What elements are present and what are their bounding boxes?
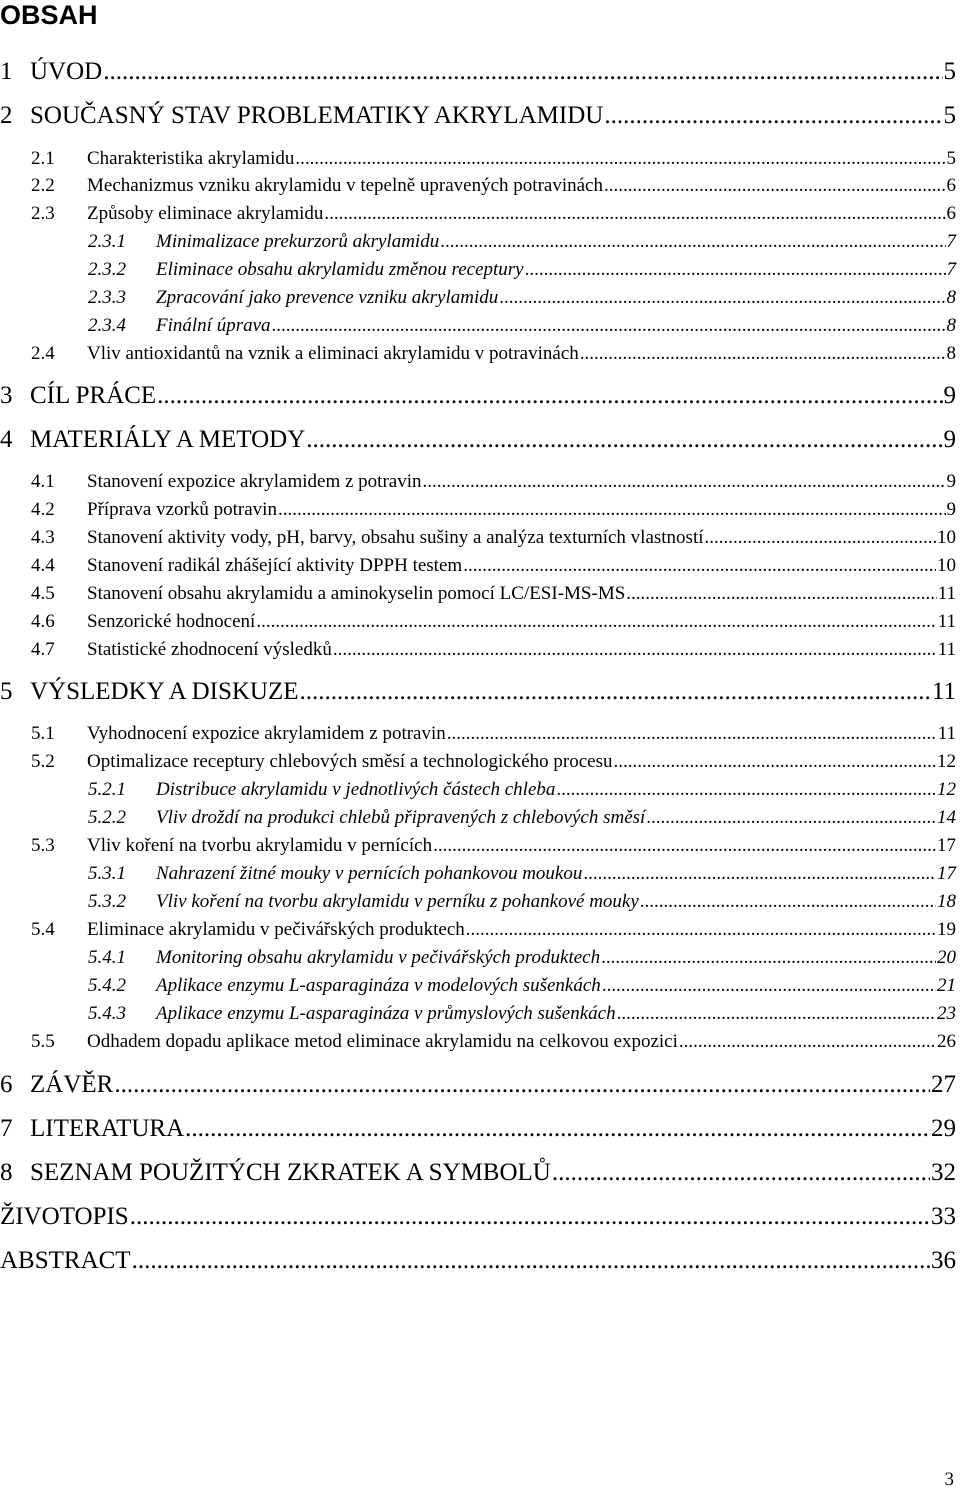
toc-entry-title: Zpracování jako prevence vzniku akrylamidu xyxy=(156,287,499,308)
toc-entry-number: 1 xyxy=(0,58,13,85)
toc-entry-number: 5.1 xyxy=(31,723,55,744)
toc-entry-number: 5.4.3 xyxy=(88,1003,126,1024)
toc-entry-page: 8 xyxy=(946,287,956,308)
toc-entry-page: 7 xyxy=(946,259,956,280)
toc-entry-title: Nahrazení žitné mouky v pernících pohankovou moukou xyxy=(156,863,583,884)
toc-entry-page: 17 xyxy=(937,835,956,856)
toc-entry-title: Stanovení aktivity vody, pH, barvy, obsahu sušiny a analýza texturních vlastností xyxy=(87,527,704,548)
toc-dot-leader xyxy=(602,974,936,998)
toc-entry-number: 5.4 xyxy=(31,919,55,940)
toc-entry-page: 11 xyxy=(937,639,956,660)
toc-entry-page: 5 xyxy=(946,148,956,169)
toc-entry-number: 2.1 xyxy=(31,148,55,169)
toc-entry[interactable] xyxy=(88,258,956,282)
toc-entry[interactable] xyxy=(88,230,956,254)
toc-entry-title: MATERIÁLY A METODY xyxy=(30,426,306,453)
toc-entry[interactable] xyxy=(31,834,956,858)
toc-entry-title: Vliv koření na tvorbu akrylamidu v pernících xyxy=(87,835,433,856)
toc-entry[interactable] xyxy=(31,554,956,578)
toc-dot-leader xyxy=(583,862,936,886)
toc-entry[interactable] xyxy=(88,974,956,998)
toc-entry-page: 5 xyxy=(943,58,956,85)
toc-entry-number: 5.2.1 xyxy=(88,779,126,800)
toc-entry-title: Minimalizace prekurzorů akrylamidu xyxy=(156,231,440,252)
toc-entry-title: Statistické zhodnocení výsledků xyxy=(87,639,332,660)
toc-entry-title: Vliv koření na tvorbu akrylamidu v perníku z pohankové mouky xyxy=(156,891,639,912)
toc-entry[interactable] xyxy=(31,498,956,522)
toc-dot-leader xyxy=(295,147,945,171)
toc-entry-title: Vliv antioxidantů na vznik a eliminaci akrylamidu v potravinách xyxy=(87,343,579,364)
toc-entry-page: 11 xyxy=(931,678,956,705)
toc-dot-leader xyxy=(604,101,942,131)
toc-entry-number: 5.4.2 xyxy=(88,975,126,996)
toc-entry[interactable] xyxy=(31,610,956,634)
toc-entry-page: 10 xyxy=(937,527,956,548)
toc-entry-number: 2.3.2 xyxy=(88,259,126,280)
toc-entry-title: Způsoby eliminace akrylamidu xyxy=(87,203,324,224)
toc-entry-number: 2 xyxy=(0,102,13,129)
toc-entry-page: 17 xyxy=(937,863,956,884)
toc-entry-number: 6 xyxy=(0,1071,13,1098)
toc-entry[interactable] xyxy=(31,342,956,366)
toc-entry-page: 12 xyxy=(937,779,956,800)
toc-dot-leader xyxy=(447,722,937,746)
toc-entry-page: 14 xyxy=(937,807,956,828)
toc-entry[interactable] xyxy=(31,174,956,198)
toc-entry-title: Senzorické hodnocení xyxy=(87,611,256,632)
toc-dot-leader xyxy=(466,918,936,942)
toc-entry-number: 2.3 xyxy=(31,203,55,224)
toc-entry-title: Eliminace akrylamidu v pečivářských produktech xyxy=(87,919,465,940)
toc-entry-number: 5.5 xyxy=(31,1031,55,1052)
toc-entry-number: 4.2 xyxy=(31,499,55,520)
toc-dot-leader xyxy=(604,174,946,198)
toc-entry-number: 5 xyxy=(0,678,13,705)
toc-dot-leader xyxy=(463,554,936,578)
toc-dot-leader xyxy=(626,582,936,606)
toc-entry[interactable] xyxy=(88,806,956,830)
toc-entry-page: 7 xyxy=(946,231,956,252)
toc-entry-page: 21 xyxy=(937,975,956,996)
toc-entry-title: LITERATURA xyxy=(30,1115,185,1142)
toc-entry-page: 19 xyxy=(937,919,956,940)
toc-entry-title: VÝSLEDKY A DISKUZE xyxy=(30,678,299,705)
toc-dot-leader xyxy=(103,57,942,87)
toc-entry-title: Vyhodnocení expozice akrylamidem z potravin xyxy=(87,723,446,744)
toc-entry-number: 2.4 xyxy=(31,343,55,364)
toc-entry-title: Odhadem dopadu aplikace metod eliminace akrylamidu na celkovou expozici xyxy=(87,1031,678,1052)
toc-entry-title: ABSTRACT xyxy=(0,1247,131,1274)
toc-entry[interactable] xyxy=(0,101,956,131)
toc-entry-title: ZÁVĚR xyxy=(30,1071,114,1098)
toc-entry[interactable] xyxy=(31,1030,956,1054)
toc-entry-page: 11 xyxy=(937,611,956,632)
toc-entry-title: Monitoring obsahu akrylamidu v pečivářských produktech xyxy=(156,947,601,968)
toc-dot-leader xyxy=(433,834,936,858)
toc-entry-title: Optimalizace receptury chlebových směsí a technologického procesu xyxy=(87,751,613,772)
toc-dot-leader xyxy=(157,381,942,411)
toc-entry-title: Příprava vzorků potravin xyxy=(87,499,277,520)
toc-dot-leader xyxy=(499,286,945,310)
toc-entry-title: Aplikace enzymu L-asparagináza v modelových sušenkách xyxy=(156,975,601,996)
toc-dot-leader xyxy=(130,1202,930,1232)
toc-dot-leader xyxy=(556,778,936,802)
toc-entry-number: 4.7 xyxy=(31,639,55,660)
toc-dot-leader xyxy=(256,610,936,634)
toc-entry-number: 4.5 xyxy=(31,583,55,604)
toc-entry-title: Stanovení obsahu akrylamidu a aminokyselin pomocí LC/ESI-MS-MS xyxy=(87,583,626,604)
toc-entry-number: 7 xyxy=(0,1115,13,1142)
toc-entry-page: 9 xyxy=(946,499,956,520)
toc-entry-title: Finální úprava xyxy=(156,315,271,336)
toc-dot-leader xyxy=(306,425,942,455)
toc-entry-number: 8 xyxy=(0,1159,13,1186)
toc-entry-page: 32 xyxy=(931,1159,956,1186)
toc-entry[interactable] xyxy=(0,57,956,87)
toc-entry[interactable] xyxy=(31,470,956,494)
toc-entry-page: 8 xyxy=(946,343,956,364)
toc-entry-number: 4.6 xyxy=(31,611,55,632)
toc-entry[interactable] xyxy=(0,1070,956,1100)
toc-entry-page: 6 xyxy=(946,203,956,224)
toc-entry-number: 5.3 xyxy=(31,835,55,856)
toc-dot-leader xyxy=(679,1030,936,1054)
toc-dot-leader xyxy=(580,342,946,366)
toc-entry[interactable] xyxy=(0,1114,956,1144)
toc-entry-page: 29 xyxy=(931,1115,956,1142)
toc-entry-title: SOUČASNÝ STAV PROBLEMATIKY AKRYLAMIDU xyxy=(30,102,604,129)
toc-entry-title: Distribuce akrylamidu v jednotlivých částech chleba xyxy=(156,779,556,800)
toc-entry[interactable] xyxy=(88,314,956,338)
toc-entry[interactable] xyxy=(88,778,956,802)
toc-entry-title: Aplikace enzymu L-asparagináza v průmyslových sušenkách xyxy=(156,1003,616,1024)
toc-dot-leader xyxy=(423,470,946,494)
toc-entry-page: 33 xyxy=(931,1203,956,1230)
toc-entry-page: 12 xyxy=(937,751,956,772)
toc-dot-leader xyxy=(300,677,931,707)
toc-dot-leader xyxy=(613,750,936,774)
toc-entry-number: 5.2.2 xyxy=(88,807,126,828)
toc-entry[interactable] xyxy=(88,286,956,310)
toc-entry-number: 2.3.1 xyxy=(88,231,126,252)
toc-dot-leader xyxy=(114,1070,930,1100)
toc-entry[interactable] xyxy=(31,750,956,774)
toc-entry-number: 4.3 xyxy=(31,527,55,548)
toc-dot-leader xyxy=(185,1114,930,1144)
toc-entry[interactable] xyxy=(0,1246,956,1276)
toc-dot-leader xyxy=(132,1246,930,1276)
toc-entry[interactable] xyxy=(0,1202,956,1232)
toc-entry-page: 11 xyxy=(937,723,956,744)
toc-entry-page: 9 xyxy=(943,382,956,409)
toc-entry-number: 5.3.1 xyxy=(88,863,126,884)
toc-dot-leader xyxy=(617,1002,936,1026)
toc-entry-page: 36 xyxy=(931,1247,956,1274)
toc-entry-number: 3 xyxy=(0,382,13,409)
toc-entry[interactable] xyxy=(31,638,956,662)
toc-entry[interactable] xyxy=(31,582,956,606)
toc-entry-page: 6 xyxy=(946,175,956,196)
toc-dot-leader xyxy=(705,526,936,550)
page-title: OBSAH xyxy=(0,0,98,30)
toc-entry-page: 9 xyxy=(946,471,956,492)
toc-entry-title: SEZNAM POUŽITÝCH ZKRATEK A SYMBOLŮ xyxy=(30,1159,551,1186)
toc-dot-leader xyxy=(333,638,937,662)
toc-entry-page: 9 xyxy=(943,426,956,453)
toc-entry-title: Charakteristika akrylamidu xyxy=(87,148,295,169)
toc-entry[interactable] xyxy=(31,147,956,171)
toc-entry-title: Eliminace obsahu akrylamidu změnou receptury xyxy=(156,259,524,280)
toc-entry-page: 10 xyxy=(937,555,956,576)
toc-dot-leader xyxy=(440,230,945,254)
toc-dot-leader xyxy=(278,498,946,522)
toc-entry-page: 23 xyxy=(937,1003,956,1024)
toc-dot-leader xyxy=(525,258,946,282)
toc-entry-title: Mechanizmus vzniku akrylamidu v tepelně upravených potravinách xyxy=(87,175,603,196)
toc-entry[interactable] xyxy=(0,381,956,411)
toc-entry[interactable] xyxy=(31,722,956,746)
toc-entry-page: 5 xyxy=(943,102,956,129)
toc-entry-number: 5.2 xyxy=(31,751,55,772)
toc-entry[interactable] xyxy=(88,890,956,914)
toc-entry-page: 11 xyxy=(937,583,956,604)
toc-entry-title: ÚVOD xyxy=(30,58,103,85)
toc-entry[interactable] xyxy=(31,202,956,226)
toc-entry[interactable] xyxy=(31,526,956,550)
toc-entry-number: 2.3.3 xyxy=(88,287,126,308)
toc-dot-leader xyxy=(601,946,936,970)
toc-entry[interactable] xyxy=(31,918,956,942)
toc-entry-number: 5.3.2 xyxy=(88,891,126,912)
toc-entry-number: 4.1 xyxy=(31,471,55,492)
toc-dot-leader xyxy=(552,1158,930,1188)
toc-dot-leader xyxy=(640,890,936,914)
toc-entry-page: 20 xyxy=(937,947,956,968)
toc-entry[interactable] xyxy=(0,677,956,707)
toc-entry-title: Stanovení expozice akrylamidem z potravin xyxy=(87,471,422,492)
toc-entry-page: 27 xyxy=(931,1071,956,1098)
page-number: 3 xyxy=(944,1469,954,1490)
toc-entry-title: CÍL PRÁCE xyxy=(30,382,157,409)
toc-entry[interactable] xyxy=(88,946,956,970)
toc-entry-number: 5.4.1 xyxy=(88,947,126,968)
toc-entry[interactable] xyxy=(0,425,956,455)
toc-entry-title: Vliv droždí na produkci chlebů připravených z chlebových směsí xyxy=(156,807,646,828)
toc-entry[interactable] xyxy=(0,1158,956,1188)
toc-entry-page: 18 xyxy=(937,891,956,912)
toc-entry-number: 4 xyxy=(0,426,13,453)
toc-entry[interactable] xyxy=(88,862,956,886)
toc-entry-title: Stanovení radikál zhášející aktivity DPPH testem xyxy=(87,555,463,576)
toc-entry-title: ŽIVOTOPIS xyxy=(0,1203,129,1230)
toc-entry-page: 8 xyxy=(946,315,956,336)
toc-entry-number: 2.3.4 xyxy=(88,315,126,336)
toc-dot-leader xyxy=(646,806,936,830)
toc-entry[interactable] xyxy=(88,1002,956,1026)
toc-entry-page: 26 xyxy=(937,1031,956,1052)
toc-entry-number: 4.4 xyxy=(31,555,55,576)
toc-entry-number: 2.2 xyxy=(31,175,55,196)
toc-dot-leader xyxy=(324,202,945,226)
toc-dot-leader xyxy=(272,314,946,338)
